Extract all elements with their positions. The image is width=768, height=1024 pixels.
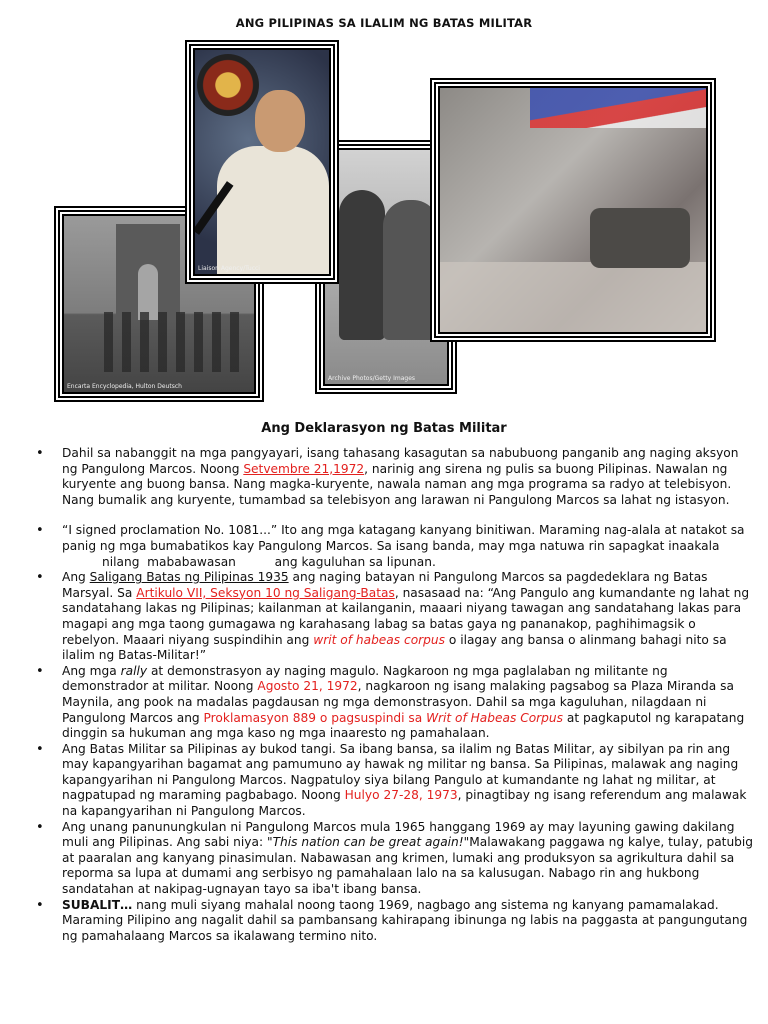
date-link: Setvembre 21,1972 [243,461,365,476]
section-title: Ang Deklarasyon ng Batas Militar [261,421,507,436]
document-title: ANG PILIPINAS SA ILALIM NG BATAS MILITAR [235,16,533,30]
photo-credit: Encarta Encyclopedia, Hulton Deutsch [67,383,182,390]
photo-marcos-portrait [195,50,329,274]
bullet-7: • SUBALIT… nang muli siyang mahalal noong taong 1969, nagbago ang sistema ng kanyang pamamalakad. Maraming Pilipino ang nagalit dahil sa pambansang kahirapang ibinunga ng labis na paggasta at pangungutang ng pamahalaang Marcos sa ikalawang termino nito. [32,898,754,945]
writ-term: Writ of Habeas Corpus [426,710,563,725]
bullet-list [32,446,754,944]
bullet-2: • “I signed proclamation No. 1081...” Ito ang mga katagang kanyang binitiwan. Maraming nag-alala at natakot sa panig ng mga bumabatikos kay Pangulong Marcos. Sa isang banda, may mga natuwa rin sapagkat inaakala nilang mababawasan ang kaguluhan sa lipunan. [32,523,754,570]
constitution-ref: Saligang Batas ng Pilipinas 1935 [89,570,289,585]
lead-word: SUBALIT… [62,897,133,912]
bullet-4: • Ang mga rally at demonstrasyon ay naging magulo. Nagkaroon ng mga paglalaban ng militante ng demonstrador at militar. Noong Agosto 21, 1972, nagkaroon ng isang malaking pagsabog sa Plaza Miranda sa Maynila, ang pook na madalas pagdausan ng mga demonstrasyon. Dahil sa mga kaguluhan, nilagdaan ni Pangulong Marcos ang Proklamasyon 889 o pagsuspindi sa Writ of Habeas Corpus at pagkaputol ng karapatang dinggin sa hukuman ang mga kaso ng mga inaaresto ng pamahalaan. [32,664,754,742]
bullet-3: • Ang Saligang Batas ng Pilipinas 1935 ang naging batayan ni Pangulong Marcos sa pagdedeklara ng Batas Marsyal. Sa Artikulo VII, Seksyon 10 ng Saligang-Batas, nasasaad na: “Ang Pangulo ang kumandante ng lahat ng sandatahang lakas ng Pilipinas; kailanman at kailanganin, maaari niyang tawagan ang sandatahang lakas para magapi ang mga taong gumagawa ng karahasang labag sa batas gaya ng pananakop, paghihimagsik o rebelyon. Maaari niyang suspindihin ang writ of habeas corpus o ilagay ang bansa o alinmang bahagi nito sa ilalim ng Batas-Militar!” [32,570,754,664]
photo-tanks-street [440,88,706,332]
photo-credit: Liaison Agency/Tucci [198,265,260,272]
bullet-5: • Ang Batas Militar sa Pilipinas ay bukod tangi. Sa ibang bansa, sa ilalim ng Batas Militar, ay sibilyan pa rin ang may kapangyarihan bagamat ang pamumuno ay hawak ng militar ng bansa. Sa Pilipinas, malawak ang naging kapangyarihan ni Pangulong Marcos. Nagpatuloy siya bilang Pangulo at kumandante ng lahat ng militar, at nagpatupad ng maraming pagbabago. Noong Hulyo 27-28, 1973, pinagtibay ng isang referendum ang malawak na kapangyarihan ni Pangulong Marcos. [32,742,754,820]
article-ref: Artikulo VII, Seksyon 10 ng Saligang-Batas [136,585,395,600]
date-ref: Hulyo 27-28, 1973 [344,788,458,803]
writ-term: writ of habeas corpus [313,632,445,647]
photo-credit: Archive Photos/Getty Images [328,375,416,382]
quote: This nation can be great again! [272,835,464,850]
proclamation-ref: Proklamasyon 889 o pagsuspindi sa [203,710,427,725]
photo-seated-crowd [325,150,447,384]
bullet-1: • Dahil sa nabanggit na mga pangyayari, isang tahasang kasagutan sa nabubuong panganib ang naging aksyon ng Pangulong Marcos. Noong Setvembre 21,1972, narinig ang sirena ng pulis sa buong Pilipinas. Nawalan ng kuryente ang buong bansa. Nang magka-kuryente, nawala naman ang mga programa sa radyo at telebisyon. Nang bumalik ang kuryente, tumambad sa telebisyon ang larawan ni Pangulong Marcos sa lahat ng istasyon. [32,446,754,508]
date-ref: Agosto 21, 1972 [257,679,358,694]
bullet-6: • Ang unang panunungkulan ni Pangulong Marcos mula 1965 hanggang 1969 ay may layuning gawing dakilang muli ang Pilipinas. Ang sabi niya: "This nation can be great again!"Malawakang paggawa ng kalye, tulay, patubig at paaralan ang kanyang pinasimulan. Nabawasan ang krimen, lumaki ang produksyon sa agrikultura dahil sa reporma sa lupa at dumami ang serbisyo ng pamahalaan lalo na sa kalusugan. Nabago rin ang hukbong sandatahan at nakipag-ugnayan tayo sa iba't ibang bansa. [32,820,754,898]
rally-term: rally [120,663,148,678]
